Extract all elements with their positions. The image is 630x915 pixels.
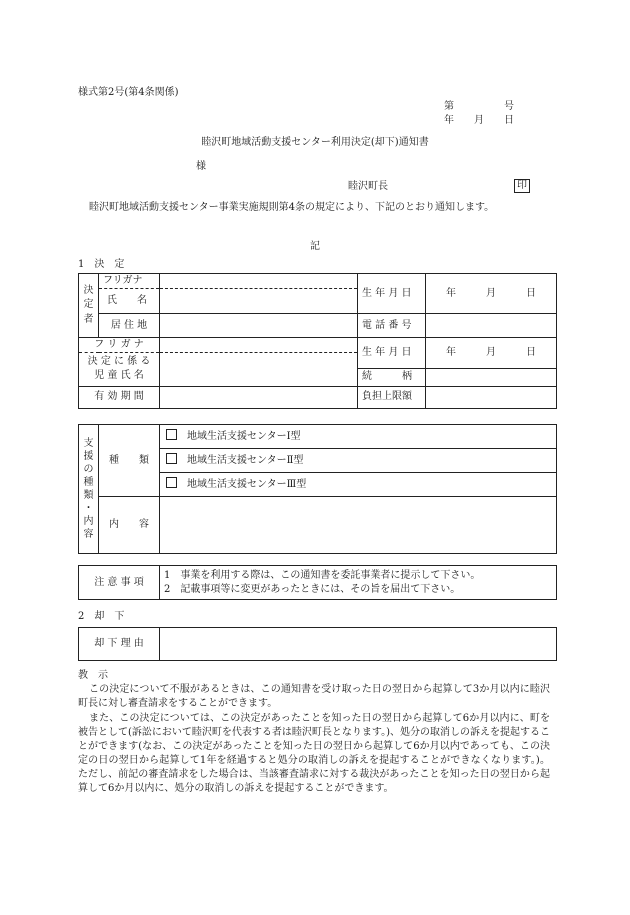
support-option-2[interactable]: 地域生活支援センターⅡ型: [160, 449, 557, 473]
rejection-reason-label: 却 下 理 由: [79, 628, 160, 661]
document-number: 第 号: [444, 101, 514, 112]
seal-mark: 印: [514, 179, 530, 193]
support-option-3[interactable]: 地域生活支援センターⅢ型: [160, 473, 557, 497]
child-name-field[interactable]: [160, 352, 358, 386]
address-field[interactable]: [160, 314, 358, 338]
furigana-field[interactable]: [160, 274, 358, 289]
notes-label: 注 意 事 項: [79, 566, 160, 600]
notes-content: [160, 566, 557, 600]
document-title: 睦沢町地域活動支援センター利用決定(却下)通知書: [201, 137, 429, 148]
issuer-name: 睦沢町長: [348, 181, 388, 192]
furigana-label: フリガナ: [99, 274, 160, 289]
notes-table: [78, 565, 557, 600]
ki-label: 記: [310, 241, 320, 252]
note-item: 2 記載事項等に変更があったときには、その旨を届出て下さい。: [164, 583, 461, 595]
section2-heading: 2 却 下: [78, 611, 125, 622]
support-option-1[interactable]: 地域生活支援センターⅠ型: [160, 425, 557, 449]
instruction-paragraph-1: この決定について不服があるときは、この通知書を受け取った日の翌日から起算して3か月以内に睦沢町長に対し審査請求をすることができます。: [78, 684, 550, 709]
intro-paragraph: 睦沢町地域活動支援センター事業実施規則第4条の規定により、下記のとおり通知します。: [89, 202, 495, 213]
support-label: 支 援 の 種 類 ・ 内 容: [79, 425, 99, 554]
checkbox-icon[interactable]: [166, 429, 177, 440]
rejection-table: [78, 627, 557, 661]
content-field[interactable]: [160, 497, 557, 554]
phone-field[interactable]: [426, 314, 557, 338]
burden-limit-label: 負担上限額: [358, 386, 426, 408]
addressee-suffix: 様: [196, 161, 206, 172]
validity-field[interactable]: [160, 386, 358, 408]
document-date: 年 月 日: [444, 115, 514, 126]
relation-label: 続 柄: [358, 368, 426, 386]
child-furigana-label: フ リ ガ ナ: [79, 338, 160, 353]
name-field[interactable]: [160, 289, 358, 314]
burden-limit-field[interactable]: [426, 386, 557, 408]
address-label: 居 住 地: [99, 314, 160, 338]
rejection-reason-field[interactable]: [160, 628, 557, 661]
type-label: 種 類: [99, 425, 160, 497]
checkbox-icon[interactable]: [166, 477, 177, 488]
decision-table: [78, 273, 557, 409]
support-table: [78, 424, 557, 554]
child-name-label: 決 定 に 係 る 児 童 氏 名: [79, 352, 160, 386]
birthdate-field[interactable]: 年 月 日: [426, 274, 557, 314]
child-birthdate-field[interactable]: 年 月 日: [426, 338, 557, 369]
checkbox-icon[interactable]: [166, 453, 177, 464]
decided-person-label: 決 定 者: [79, 274, 99, 338]
instruction-paragraph-2: また、この決定については、この決定があったことを知った日の翌日から起算して6か月以内に、町を被告として(訴訟において睦沢町を代表する者は睦沢町長となります。)、処分の取消しの訴えを提起することができます(なお、この決定があったことを知った日の翌日から起算して6か月以内であっても、この決定の日の翌日から起算して1年を経過すると処分の取消しの訴えを提起することができなくなります。)。ただし、前記の審査請求をした場合は、当該審査請求に対する裁決があったことを知った日の翌日から起算して6か月以内に、処分の取消しの訴えを提起することができます。: [78, 713, 551, 794]
content-label: 内 容: [99, 497, 160, 554]
birthdate-label: 生 年 月 日: [358, 274, 426, 314]
relation-field[interactable]: [426, 368, 557, 386]
note-item: 1 事業を利用する際は、この通知書を委託事業者に提示して下さい。: [164, 569, 481, 581]
form-number: 様式第2号(第4条関係): [78, 87, 179, 98]
phone-label: 電 話 番 号: [358, 314, 426, 338]
child-furigana-field[interactable]: [160, 338, 358, 353]
name-label: 氏 名: [99, 289, 160, 314]
child-birthdate-label: 生 年 月 日: [358, 338, 426, 369]
instruction-heading: 教 示: [78, 670, 108, 681]
validity-label: 有 効 期 間: [79, 386, 160, 408]
section1-heading: 1 決 定: [78, 259, 125, 270]
